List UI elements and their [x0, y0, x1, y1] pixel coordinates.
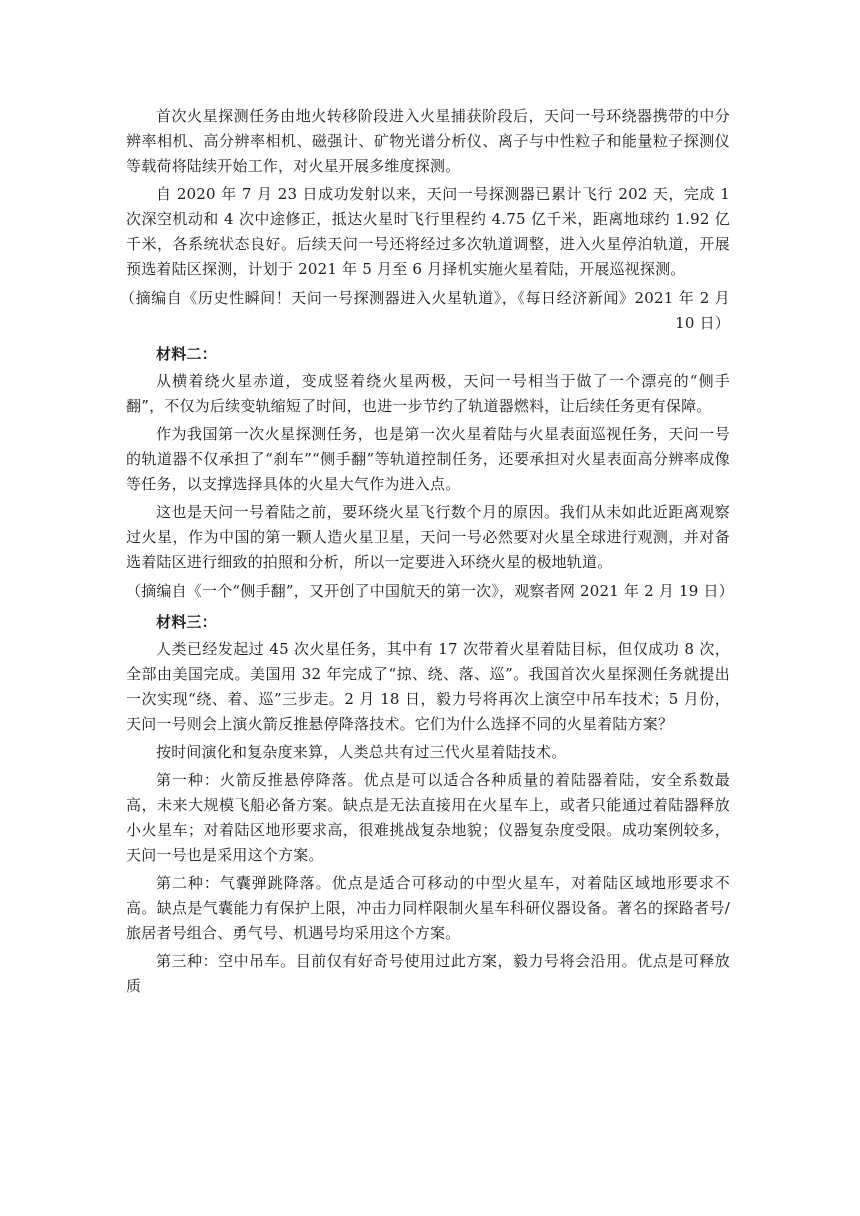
- document-body: [120, 104, 734, 999]
- paragraph: 第三种：空中吊车。目前仅有好奇号使用过此方案，毅力号将会沿用。优点是可释放质: [126, 952, 730, 995]
- source-citation: （摘编自《一个“侧手翻”，又开创了中国航天的第一次》，观察者网 2021 年 2 月 19 日）: [126, 582, 734, 600]
- paragraph: 第二种：气囊弹跳降落。优点是适合可移动的中型火星车，对着陆区域地形要求不高。缺点是气囊能力有保护上限，冲击力同样限制火星车科研仪器设备。著名的探路者号/旅居者号组合、勇气号、机遇号均采用这个方案。: [126, 874, 730, 942]
- paragraph: 这也是天问一号着陆之前，要环绕火星飞行数个月的原因。我们从未如此近距离观察过火星，作为中国的第一颗人造火星卫星，天问一号必然要对火星全球进行观测，并对备选着陆区进行细致的拍照和分析，所以一定要进入环绕火星的极地轨道。: [126, 503, 730, 571]
- source-citation: （摘编自《历史性瞬间！天问一号探测器进入火星轨道》，《每日经济新闻》2021 年 2 月 10 日）: [120, 289, 730, 332]
- paragraph: 人类已经发起过 45 次火星任务，其中有 17 次带着火星着陆目标，但仅成功 8 次，全部由美国完成。美国用 32 年完成了“掠、绕、落、巡”。我国首次火星探测任务就提出一次实现“绕、着、巡”三步走。2 月 18 日，毅力号将再次上演空中吊车技术；5 月份，天问一号则会上演火箭反推悬停降落技术。它们为什么选择不同的火星着陆方案？: [126, 640, 730, 733]
- paragraph: 自 2020 年 7 月 23 日成功发射以来，天问一号探测器已累计飞行 202 天，完成 1 次深空机动和 4 次中途修正，抵达火星时飞行里程约 4.75 亿千米，距离地球约 1.92 亿千米，各系统状态良好。后续天问一号还将经过多次轨道调整，进入火星停泊轨道，开展预选着陆区探测，计划于 2021 年 5 月至 6 月择机实施火星着陆，开展巡视探测。: [126, 185, 730, 278]
- paragraph: 首次火星探测任务由地火转移阶段进入火星捕获阶段后，天问一号环绕器携带的中分辨率相机、高分辨率相机、磁强计、矿物光谱分析仪、离子与中性粒子和能量粒子探测仪等载荷将陆续开始工作，对火星开展多维度探测。: [126, 107, 730, 175]
- paragraph: 从横着绕火星赤道，变成竖着绕火星两极，天问一号相当于做了一个漂亮的“侧手翻”，不仅为后续变轨缩短了时间，也进一步节约了轨道器燃料，让后续任务更有保障。: [126, 372, 730, 415]
- paragraph: 作为我国第一次火星探测任务，也是第一次火星着陆与火星表面巡视任务，天问一号的轨道器不仅承担了“刹车”“侧手翻”等轨道控制任务，还要承担对火星表面高分辨率成像等任务，以支撑选择具体的火星大气作为进入点。: [126, 425, 730, 493]
- section-heading: 材料三：: [156, 613, 217, 631]
- paragraph: 第一种：火箭反推悬停降落。优点是可以适合各种质量的着陆器着陆，安全系数最高，未来大规模飞船必备方案。缺点是无法直接用在火星车上，或者只能通过着陆器释放小火星车；对着陆区地形要求高，很难挑战复杂地貌；仪器复杂度受限。成功案例较多，天问一号也是采用这个方案。: [126, 771, 730, 864]
- section-heading: 材料二：: [156, 345, 217, 363]
- paragraph: 按时间演化和复杂度来算，人类总共有过三代火星着陆技术。: [156, 743, 567, 761]
